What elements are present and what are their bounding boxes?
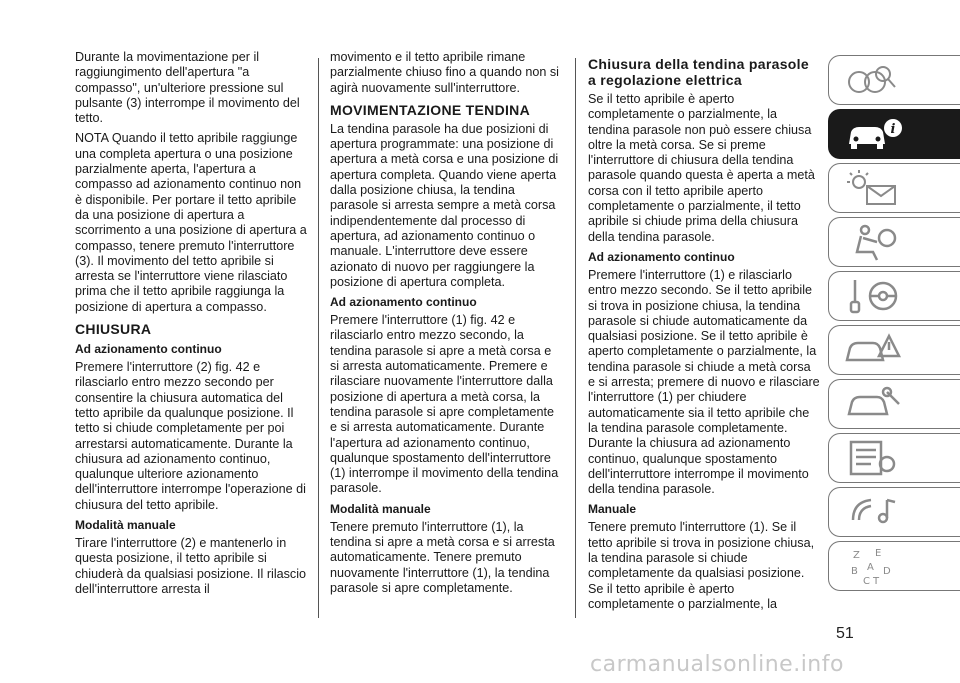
tab-emergency[interactable] bbox=[828, 325, 960, 375]
subheading-continuous: Ad azionamento continuo bbox=[330, 295, 477, 310]
paragraph: Tirare l'interruttore (2) e mantenerlo in questa posizione, il tetto apribile si chiuderà da qualsiasi posizione. Il rilascio dell'interruttore arresta il bbox=[75, 536, 307, 596]
text-column-3 bbox=[588, 50, 820, 617]
paragraph: Se il tetto apribile è aperto completamente o parzialmente, la tendina parasole non può essere chiusa oltre la metà corsa. Se si preme l'interruttore di chiusura della tendina parasole quando questa è aperta a metà corsa con il tetto apribile aperto completamente o parzialmente, il tetto apribile si chiude prima della chiusura della tendina parasole. bbox=[588, 92, 815, 244]
svg-text:B: B bbox=[851, 566, 858, 577]
page-number: 51 bbox=[836, 625, 854, 642]
tab-maintenance[interactable] bbox=[828, 379, 960, 429]
svg-text:T: T bbox=[873, 576, 880, 586]
svg-text:C: C bbox=[863, 576, 870, 586]
subheading-continuous: Ad azionamento continuo bbox=[75, 342, 222, 357]
svg-text:i: i bbox=[890, 122, 896, 137]
subheading-manual: Manuale bbox=[588, 502, 637, 517]
subheading-continuous: Ad azionamento continuo bbox=[588, 249, 735, 264]
paragraph: Premere l'interruttore (2) fig. 42 e rilasciarlo entro mezzo secondo per consentire la chiusura automatica del tetto apribile da qualunque posizione. Il tetto si chiude completamente per poi arrestarsi automaticamente. Durante la chiusura ad azionamento continuo, qualunque ulteriore azionamento dell'interruttore interrompe l'operazione di chiusura del tetto apribile. bbox=[75, 360, 306, 512]
svg-text:E: E bbox=[875, 548, 882, 559]
paragraph: Tenere premuto l'interruttore (1), la tendina si apre a metà corsa e si arresta automaticamente. Tenere premuto nuovamente l'interruttore (1), la tendina parasole si apre completamente. bbox=[330, 519, 555, 595]
tab-index[interactable] bbox=[828, 541, 960, 591]
tab-car-info[interactable] bbox=[828, 109, 960, 159]
svg-text:D: D bbox=[883, 566, 891, 577]
subheading-manual: Modalità manuale bbox=[330, 501, 431, 516]
tab-dashboard[interactable] bbox=[828, 55, 960, 105]
paragraph: Premere l'interruttore (1) e rilasciarlo entro mezzo secondo. Se il tetto apribile si trova in posizione chiusa, la tendina parasole si chiude automaticamente da qualsiasi posizione. Se il tetto apribile è aperto completamente o parzialmente, la tendina parasole si chiude a metà corsa e si arresta; premere di nuovo e rilasciare l'interruttore (1) per chiudere automaticamente sia il tetto apribile che la tendina parasole completamente. Durante la chiusura ad azionamento continuo, qualunque spostamento dell'interruttore interrompe il movimento della tendina parasole. bbox=[588, 267, 820, 497]
multimedia-icon bbox=[843, 492, 903, 532]
column-divider-1 bbox=[318, 58, 319, 618]
lights-warning-icon bbox=[843, 168, 903, 208]
chapter-tabs bbox=[828, 55, 960, 595]
tab-starting-driving[interactable] bbox=[828, 271, 960, 321]
paragraph: La tendina parasole ha due posizioni di apertura programmate: una posizione di apertura a metà corsa e una posizione di apertura completa. Quando viene aperta dalla posizione chiusa, la tendina parasole si arresta sempre a metà corsa indipendentemente dal processo di apertura, ad azionamento continuo o manuale. L'interruttore deve essere azionato di nuovo per raggiungere la posizione di apertura completa. bbox=[330, 121, 559, 289]
text-column-1 bbox=[75, 50, 307, 602]
car-info-icon bbox=[843, 114, 903, 154]
wrench-steering-icon bbox=[843, 276, 903, 316]
car-breakdown-icon bbox=[843, 330, 903, 370]
paragraph: movimento e il tetto apribile rimane parzialmente chiuso fino a quando non si agirà nuovamente sull'interruttore. bbox=[330, 50, 559, 95]
dashboard-magnify-icon bbox=[843, 60, 903, 100]
text-column-2 bbox=[330, 50, 562, 601]
section-heading-sunshade-closing: Chiusura della tendina parasole a regolazione elettrica bbox=[588, 56, 809, 88]
subheading-manual: Modalità manuale bbox=[75, 518, 176, 533]
note-paragraph: NOTA Quando il tetto apribile raggiunge una completa apertura o una posizione parzialmente aperta, l'apertura a compasso ad azionamento continuo non è disponibile. Per portare il tetto apribile da una posizione di apertura a scorrimento a una posizione di apertura a compasso, tenere premuto l'interruttore (3). Il movimento del tetto apribile si arresta se l'interruttore viene rilasciato prima che il tetto apribile raggiunga la posizione di apertura a compasso. bbox=[75, 131, 307, 314]
watermark: carmanualsonline.info bbox=[590, 652, 844, 677]
paragraph: Premere l'interruttore (1) fig. 42 e rilasciarlo entro mezzo secondo, la tendina parasole si apre a metà corsa e si arresta automaticamente. Premere e rilasciare nuovamente l'interruttore dalla posizione di apertura a metà corsa, la tendina parasole si apre completamente e si arresta automaticamente. Durante l'apertura ad azionamento continuo, qualunque spostamento dell'interruttore (1) interrompe il movimento della tendina parasole. bbox=[330, 313, 559, 496]
alphabet-index-icon bbox=[843, 546, 903, 586]
svg-text:A: A bbox=[867, 562, 874, 573]
svg-text:Z: Z bbox=[853, 550, 860, 561]
section-heading-chiusura: CHIUSURA bbox=[75, 321, 152, 338]
airbag-seat-icon bbox=[843, 222, 903, 262]
tab-safety[interactable] bbox=[828, 217, 960, 267]
column-divider-2 bbox=[575, 58, 576, 618]
tab-technical-data[interactable] bbox=[828, 433, 960, 483]
tab-lights-warning[interactable] bbox=[828, 163, 960, 213]
paragraph: Tenere premuto l'interruttore (1). Se il tetto apribile si trova in posizione chiusa, la tendina parasole si chiude completamente da qualsiasi posizione. Se il tetto apribile è aperto completamente o parzialmente, la bbox=[588, 520, 815, 611]
specs-list-icon bbox=[843, 438, 903, 478]
tab-multimedia[interactable] bbox=[828, 487, 960, 537]
section-heading-tendina: MOVIMENTAZIONE TENDINA bbox=[330, 101, 531, 118]
car-service-icon bbox=[843, 384, 903, 424]
paragraph: Durante la movimentazione per il raggiungimento dell'apertura "a compasso", un'ulteriore pressione sul pulsante (3) interrompe il movimento del tetto. bbox=[75, 50, 300, 126]
